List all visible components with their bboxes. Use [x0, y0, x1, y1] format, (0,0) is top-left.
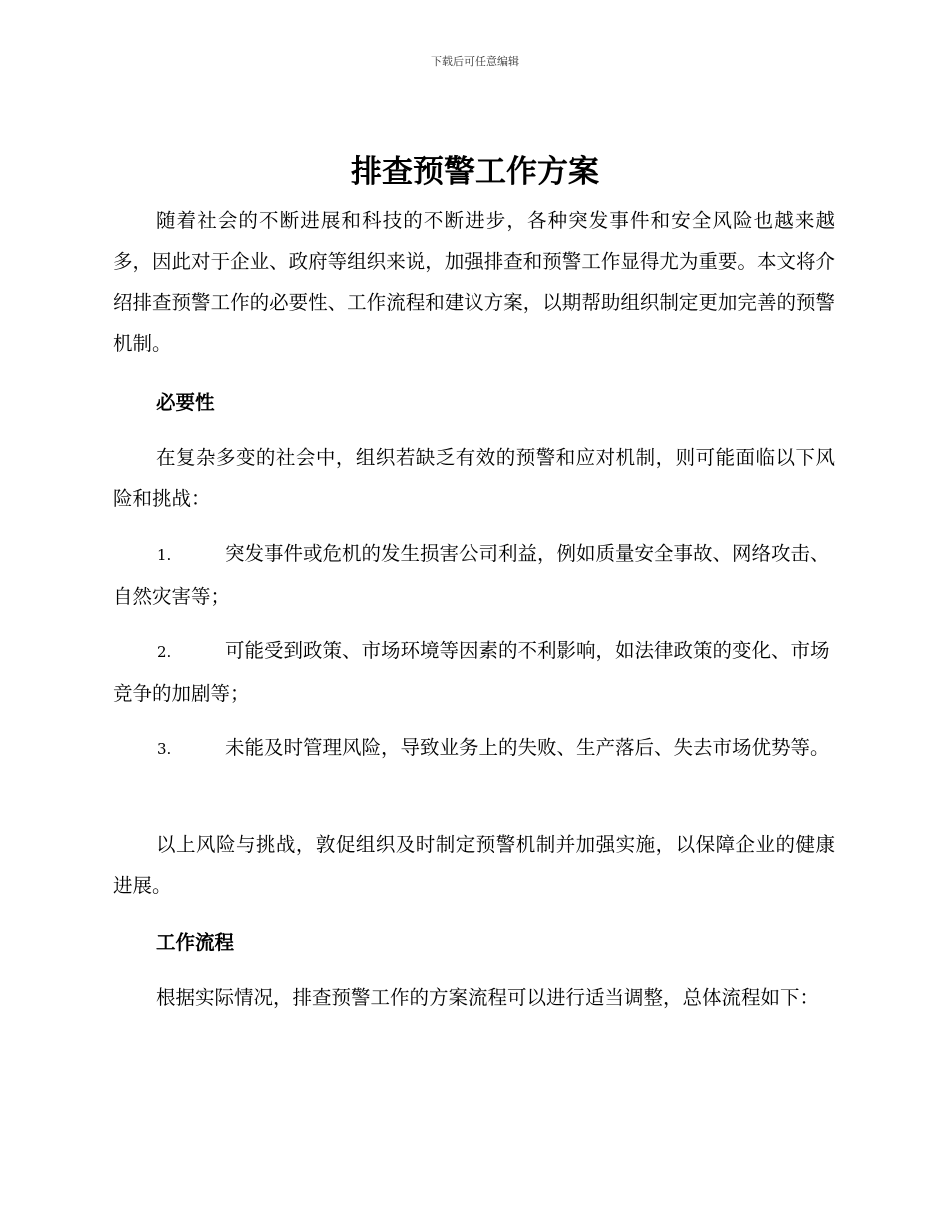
list-item-number: 1. [157, 546, 172, 564]
section-heading-necessity: 必要性 [156, 391, 215, 414]
list-item-text: 未能及时管理风险，导致业务上的失败、生产落后、失去市场优势等。 [225, 736, 830, 759]
document-title: 排查预警工作方案 [351, 154, 599, 190]
list-item-number: 2. [157, 643, 172, 661]
necessity-conclusion-paragraph: 以上风险与挑战，敦促组织及时制定预警机制并加强实施，以保障企业的健康进展。 [113, 833, 835, 897]
workflow-lead-paragraph: 根据实际情况，排查预警工作的方案流程可以进行适当调整，总体流程如下： [156, 986, 820, 1009]
list-item-text: 可能受到政策、市场环境等因素的不利影响，如法律政策的变化、市场竞争的加剧等； [113, 639, 830, 705]
list-item-text: 突发事件或危机的发生损害公司利益，例如质量安全事故、网络攻击、自然灾害等； [113, 542, 830, 608]
list-item-number: 3. [157, 740, 172, 758]
list-item [113, 630, 835, 714]
header-note: 下载后可任意编辑 [431, 55, 519, 68]
list-item [113, 727, 835, 770]
intro-paragraph: 随着社会的不断进展和科技的不断进步，各种突发事件和安全风险也越来越多，因此对于企业、政府等组织来说，加强排查和预警工作显得尤为重要。本文将介绍排查预警工作的必要性、工作流程和建议方案，以期帮助组织制定更加完善的预警机制。 [113, 209, 835, 355]
list-item [113, 533, 835, 617]
necessity-lead-paragraph: 在复杂多变的社会中，组织若缺乏有效的预警和应对机制，则可能面临以下风险和挑战： [113, 446, 835, 510]
section-heading-workflow: 工作流程 [156, 931, 235, 954]
